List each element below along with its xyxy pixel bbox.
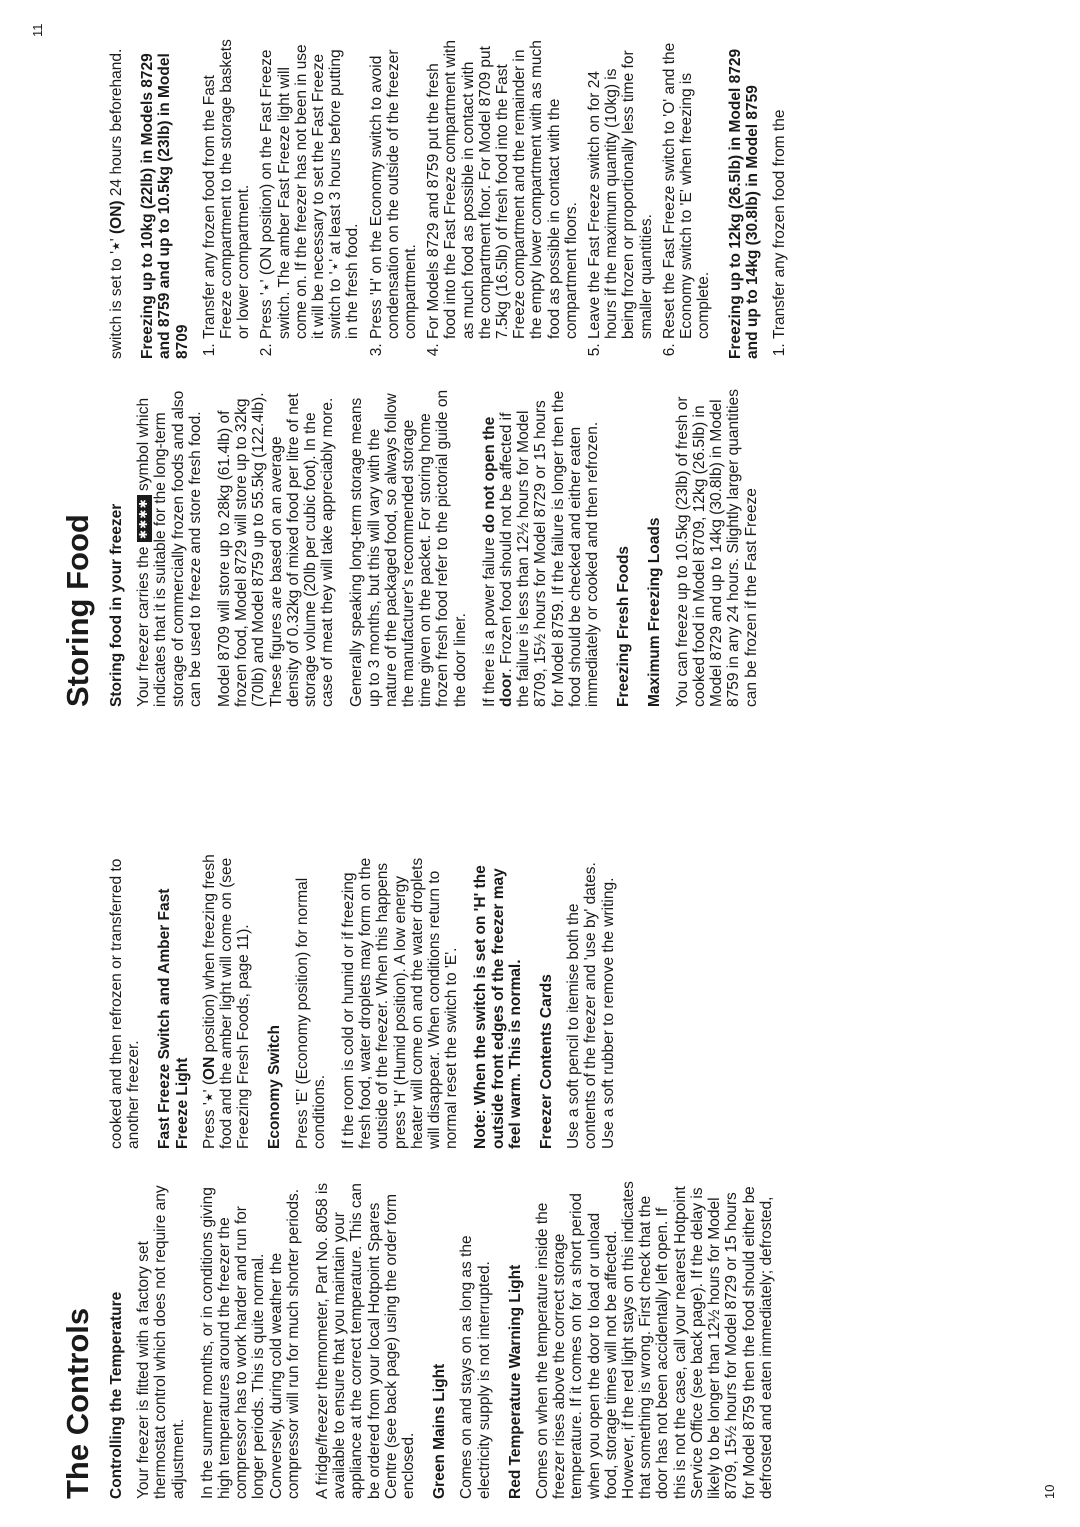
fast-freeze-text-c: position) when freezing fresh food and the amber light will come on (see Freezing Fresh Foods, page 11). (200, 854, 253, 1149)
controlling-temperature-heading: Controlling the Temperature (108, 1291, 125, 1499)
star-symbol: ⋆ (200, 1092, 218, 1103)
storing-p1-text-b: symbol which indicates that it is suitable for the long-term storage of commercially frozen foods and also can be used to freeze and store fresh food. (135, 390, 204, 707)
contents-cards-heading: Freezer Contents Cards (538, 974, 556, 1149)
humid-note: Note: When the switch is set on 'H' the outside front edges of the freezer may feel warm. This is normal. (472, 865, 524, 1149)
max-cont-on-label: (ON) (108, 200, 125, 234)
green-mains-light-heading: Green Mains Light (431, 1363, 449, 1499)
page-number-10: 10 (1042, 1484, 1057, 1499)
fast-freeze-on-label: ON (200, 1056, 218, 1080)
fast-freeze-heading: Fast Freeze Switch and Amber Fast Freeze Light (156, 888, 191, 1149)
power-text-a: If there is a power failure (480, 532, 498, 707)
red-warning-light-paragraph: Comes on when the temperature inside the freezer rises above the correct storage temperature. If it comes on for a short period when you open the door to load or unload food, storage times will not be affected. However, if the red light stays on this indicates that something is wrong. First check that the door has not been accidentally left open. If this is not the case, call your nearest Hotpoint Service Office (see back page). If the delay is likely to be longer than 12½ hours for Model 8709, 15½ hours for Model 8729 or 15 hours for Model 8759 then the food should either be defrosted and eaten immediately; defrosted, (534, 1181, 775, 1499)
max-cont-text-b: ' (108, 233, 125, 242)
controls-page-title: The Controls (60, 1307, 95, 1499)
fast-freeze-text-a: Press ' (200, 1102, 218, 1149)
max-freezing-loads-heading: Maximum Freezing Loads (646, 517, 664, 707)
fast-freeze-text-b: ' ( (200, 1079, 218, 1093)
freezing-steps-list (201, 39, 713, 359)
power-text-c: . Frozen food should not be affected if the failure is less than 12½ hours for Model 8709, 15½ hours for Model 8729 or 15 hours for Model 8759. If the failure is longer then the food should be checked and either eaten immediately or cooked and then refrozen. (498, 390, 602, 707)
page-number-11: 11 (30, 23, 45, 37)
red-warning-light-continued: cooked and then refrozen or transferred to another freezer. (108, 858, 143, 1149)
red-warning-light-heading: Red Temperature Warning Light (506, 1264, 524, 1499)
max-freezing-paragraph: You can freeze up to 10.5kg (23lb) of fresh or cooked food in Model 8709, 12kg (26.5lb) in Model 8729 and up to 14kg (30.8lb) in Model 8759 in any 24 hours. Slightly larger quantities can be frozen if the Fast Freeze (673, 389, 760, 707)
power-emphasis: do not open the door (480, 416, 516, 707)
green-mains-light-paragraph: Comes on and stays on as long as the electricity supply is not interrupted. (458, 1235, 493, 1499)
storing-column-2 (108, 39, 798, 359)
controls-column-2 (108, 849, 629, 1149)
freezing-step: 1. Transfer any frozen food from the (771, 39, 788, 339)
economy-switch-heading: Economy Switch (266, 1024, 284, 1149)
freezing-step: 3. Press 'H' on the Economy switch to avoid condensation on the outside of the freezer compartment. (368, 39, 420, 339)
contents-cards-paragraph: Use a soft pencil to itemise both the contents of the freezer and 'use by' dates. Use a soft rubber to remove the writing. (565, 862, 617, 1149)
power-failure-paragraph (481, 389, 601, 707)
controlling-paragraph-1: Your freezer is fitted with a factory set thermostat control which does not require any adjustment. (135, 1185, 187, 1499)
max-cont-text-c: 24 hours beforehand. (108, 48, 125, 201)
freezing-steps-list-2 (771, 39, 788, 359)
four-star-symbol: ✱✱✱✱ (137, 495, 152, 542)
freezing-step: 4. For Models 8729 and 8759 put the fresh food into the Fast Freeze compartment with as much food as possible in contact with the compartment floor. For Model 8709 put 7.5kg (16.5lb) of fresh food into the Fast Freeze compartment and the remainder in the empty lower compartment with as much food as possible in contact with the compartment floors. (425, 39, 580, 339)
fast-freeze-paragraph (201, 849, 253, 1149)
freezing-step: 6. Reset the Fast Freeze switch to 'O' and the Economy switch to 'E' when freezing is complete. (661, 39, 713, 339)
controls-column-1 (108, 1181, 787, 1499)
star-symbol: ⋆ (108, 241, 125, 251)
storing-paragraph-3: Generally speaking long-term storage means up to 3 months, but this will vary with the nature of the packaged food, so always follow the manufacturer's recommended storage time given on the packet. For storing home frozen fresh food refer to the pictorial guide on the door liner. (348, 389, 469, 707)
controlling-paragraph-2: In the summer months, or in conditions giving high temperatures around the freezer the compressor has to work harder and run for longer periods. This is quite normal. Conversely, during cold weather the compressor will run for much shorter periods. (198, 1187, 302, 1499)
up-to-12kg-heading: Freezing up to 12kg (26.5lb) in Model 8729 and up to 14kg (30.8lb) in Model 8759 (726, 48, 761, 359)
up-to-10kg-heading: Freezing up to 10kg (22lb) in Models 8729 and 8759 and up to 10.5kg (23lb) in Model 8709 (139, 53, 191, 359)
max-freezing-continued (108, 39, 125, 359)
storing-paragraph-2: Model 8709 will store up to 28kg (61.4lb) of frozen food, Model 8729 will store up to 32kg (70lb) and Model 8759 up to 55.5kg (122.4lb). These figures are based on an average density of 0.32kg of mixed food per litre of net storage volume (20lb per cubic foot). In the case of meat they will take appreciably more. (216, 392, 337, 707)
economy-paragraph-1: Press 'E' (Economy position) for normal conditions. (293, 877, 328, 1149)
storing-p1-text-a: Your freezer carries the (135, 546, 153, 707)
max-cont-text-a: switch is set to ' (108, 250, 125, 359)
storing-food-heading: Storing food in your freezer (108, 503, 125, 707)
freezing-step: 5. Leave the Fast Freeze switch on for 24 hours if the maximum quantity (10kg) is being frozen or proportionally less time for smaller quantities. (586, 39, 655, 339)
controlling-paragraph-3: A fridge/freezer thermometer, Part No. 8058 is available to ensure that you maintain your appliance at the correct temperature. This can be ordered from your local Hotpoint Spares Centre (see back page) using the order form enclosed. (314, 1182, 418, 1499)
freezing-step: 1. Transfer any frozen food from the Fast Freeze compartment to the storage baskets or lower compartment. (201, 39, 253, 339)
storing-page-title: Storing Food (60, 514, 95, 707)
freezing-step: 2. Press '⋆' (ON position) on the Fast Freeze switch. The amber Fast Freeze light will come on. If the freezer has not been in use it will be necessary to set the Fast Freeze switch to '⋆' at least 3 hours before putting in the fresh food. (258, 39, 361, 339)
storing-column-1 (108, 389, 772, 707)
economy-paragraph-2: If the room is cold or humid or if freezing fresh food, water droplets may form on the outside of the freezer. When this happens press 'H' (Humid position). A low energy heater will come on and the water droplets will disappear. When conditions return to normal reset the switch to 'E'. (340, 857, 461, 1149)
storing-paragraph-1 (135, 389, 204, 707)
freezing-fresh-foods-heading: Freezing Fresh Foods (615, 545, 633, 707)
